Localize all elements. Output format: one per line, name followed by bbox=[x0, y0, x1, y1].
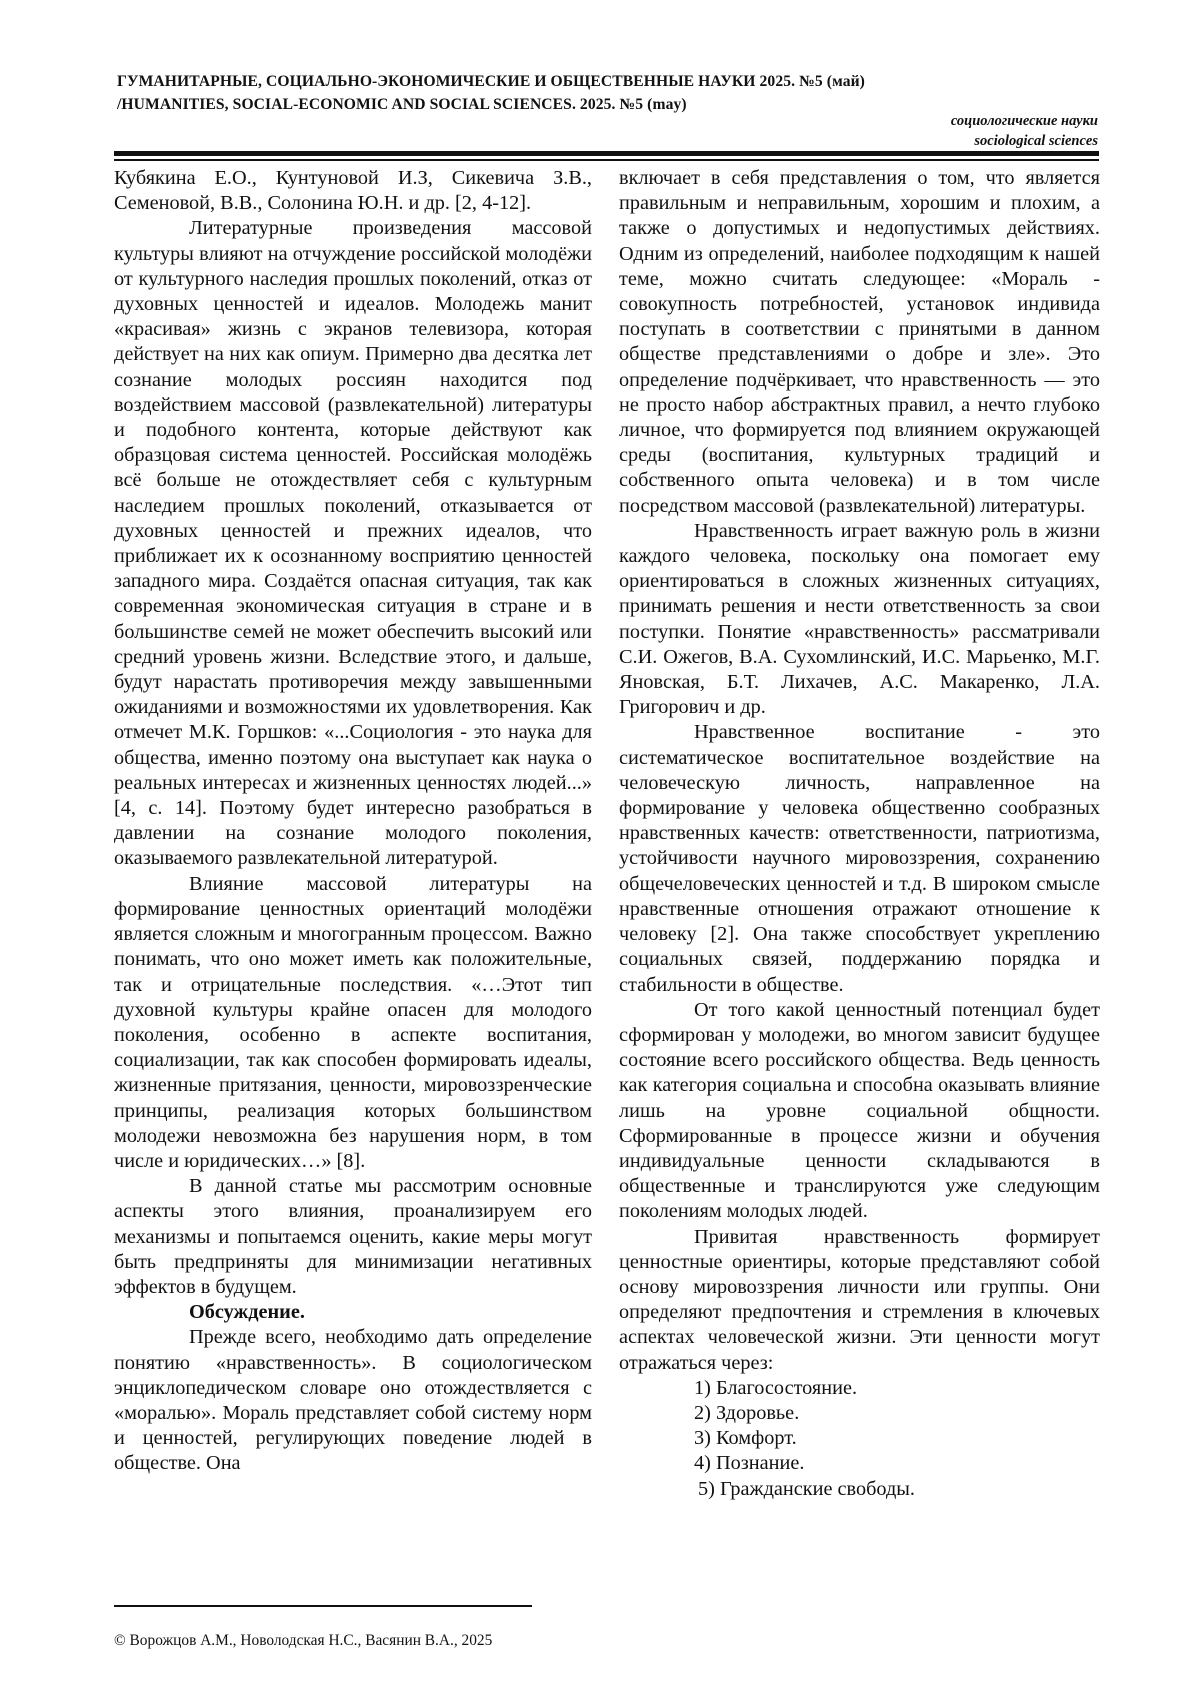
list-item: 1) Благосостояние. bbox=[694, 1376, 858, 1399]
running-header bbox=[117, 70, 1097, 116]
header-rule-thick bbox=[114, 151, 1099, 156]
values-list bbox=[619, 1376, 1100, 1502]
paragraph-value-orientations: Привитая нравственность формирует ценностные ориентиры, которые представляют собой основу мировоззрения личности или группы. Они определяют предпочтения и стремления в ключевых аспектах человеческой жизни. Эти ценности могут отражаться через: bbox=[619, 1225, 1100, 1374]
list-item: 2) Здоровье. bbox=[694, 1401, 800, 1424]
paragraph-value-potential: От того какой ценностный потенциал будет сформирован у молодежи, во многом зависит будущее состояние всего российского общества. Ведь ценность как категория социальна и способна оказывать влияние лишь на уровне социальной общности. Сформированные в процессе жизни и обучения индивидуальные ценности складываются в общественные и транслируются уже следующим поколениям молодых людей. bbox=[619, 998, 1100, 1223]
section-heading-discussion: Обсуждение. bbox=[189, 1301, 305, 1324]
paragraph-moral-education: Нравственное воспитание - это систематическое воспитательное воздействие на человеческую личность, направленное на формирование у человека общественно сообразных нравственных качеств: ответственности, патриотизма, устойчивости научного мировоззрения, сохранению общечеловеческих ценностей и т.д. В широком смысле нравственные отношения отражают отношение к человеку [2]. Она также способствует укреплению социальных связей, поддержанию порядка и стабильности в обществе. bbox=[619, 721, 1100, 996]
journal-title-ru: ГУМАНИТАРНЫЕ, СОЦИАЛЬНО-ЭКОНОМИЧЕСКИЕ И ОБЩЕСТВЕННЫЕ НАУКИ 2025. №5 (май) bbox=[117, 73, 865, 90]
list-item: 3) Комфорт. bbox=[694, 1427, 797, 1450]
footnote-rule bbox=[114, 1605, 532, 1607]
left-column bbox=[114, 166, 592, 1477]
paragraph-definition: Прежде всего, необходимо дать определение понятию «нравственность». В социологическом энциклопедическом словаре оно отождествляется с «моралью». Мораль представляет собой систему норм и ценностей, регулирующих поведение людей в обществе. Она bbox=[114, 1326, 592, 1475]
journal-title-en: /HUMANITIES, SOCIAL-ECONOMIC AND SOCIAL SCIENCES. 2025. №5 (may) bbox=[117, 96, 687, 113]
paragraph-article-aims: В данной статье мы рассмотрим основные аспекты этого влияния, проанализируем его механизмы и попытаемся оценить, какие меры могут быть предприняты для минимизации негативных эффектов в будущем. bbox=[114, 1175, 592, 1298]
paragraph-morality-role: Нравственность играет важную роль в жизни каждого человека, поскольку она помогает ему ориентироваться в сложных жизненных ситуациях, принимать решения и нести ответственность за свои поступки. Понятие «нравственность» рассматривали С.И. Ожегов, В.А. Сухомлинский, И.С. Марьенко, М.Г. Яновская, Б.Т. Лихачев, А.С. Макаренко, Л.А. Григорович и др. bbox=[619, 519, 1100, 719]
paragraph-morality-continued: включает в себя представления о том, что является правильным и неправильным, хорошим и плохим, а также о допустимых и недопустимых действиях. Одним из определений, наиболее подходящим к нашей теме, можно считать следующее: «Мораль - совокупность потребностей, установок индивида поступать в соответствии с принятыми в данном обществе представлениями о добре и зле». Это определение подчёркивает, что нравственность — это не просто набор абстрактных правил, а нечто глубоко личное, что формируется под влиянием окружающей среды (воспитания, культурных традиций и собственного опыта человека) и в том числе посредством массовой (развлекательной) литературы. bbox=[619, 167, 1100, 517]
right-column bbox=[619, 166, 1100, 1502]
header-rule-thin bbox=[114, 159, 1099, 161]
list-item: 4) Познание. bbox=[694, 1452, 805, 1475]
paragraph-influence: Влияние массовой литературы на формирование ценностных ориентаций молодёжи является сложным и многогранным процессом. Важно понимать, что оно может иметь как положительные, так и отрицательные последствия. «…Этот тип духовной культуры крайне опасен для молодого поколения, особенно в аспекте воспитания, социализации, так как способен формировать идеалы, жизненные притязания, ценности, мировоззренческие принципы, реализация которых большинством молодежи невозможна без нарушения норм, в том числе и юридических…» [8]. bbox=[114, 872, 592, 1172]
copyright-notice: © Ворожцов А.М., Новолодская Н.С., Васянин В.А., 2025 bbox=[114, 1632, 493, 1649]
section-label bbox=[951, 111, 1098, 151]
paragraph-authors-continued: Кубякина Е.О., Кунтуновой И.З, Сикевича З.В., Семеновой, В.В., Солонина Ю.Н. и др. [2, 4-12]. bbox=[114, 167, 592, 215]
list-item: 5) Гражданские свободы. bbox=[698, 1477, 915, 1500]
section-label-ru: социологические науки bbox=[950, 113, 1098, 129]
paragraph-mass-culture: Литературные произведения массовой культуры влияют на отчуждение российской молодёжи от культурного наследия прошлых поколений, отказ от духовных ценностей и идеалов. Молодежь манит «красивая» жизнь с экранов телевизора, которая действует на них как опиум. Примерно два десятка лет сознание молодых россиян находится под воздействием массовой (развлекательной) литературы и подобного контента, которые действуют как образцовая система ценностей. Российская молодёжь всё больше не отождествляет себя с культурным наследием прошлых поколений, отказывается от духовных ценностей и прежних идеалов, что приближает их к осознанному восприятию ценностей западного мира. Создаётся опасная ситуация, так как современная экономическая ситуация в стране и в большинстве семей не может обеспечить высокий или средний уровень жизни. Вследствие этого, и дальше, будут нарастать противоречия между завышенными ожиданиями и возможностями их удовлетворения. Как отмечет М.К. Горшков: «...Социология - это наука для общества, именно поэтому она выступает как наука о реальных интересах и жизненных ценностях людей...» [4, с. 14]. Поэтому будет интересно разобраться в давлении на сознание молодого поколения, оказываемого развлекательной литературой. bbox=[114, 217, 592, 870]
section-label-en: sociological sciences bbox=[974, 133, 1098, 149]
